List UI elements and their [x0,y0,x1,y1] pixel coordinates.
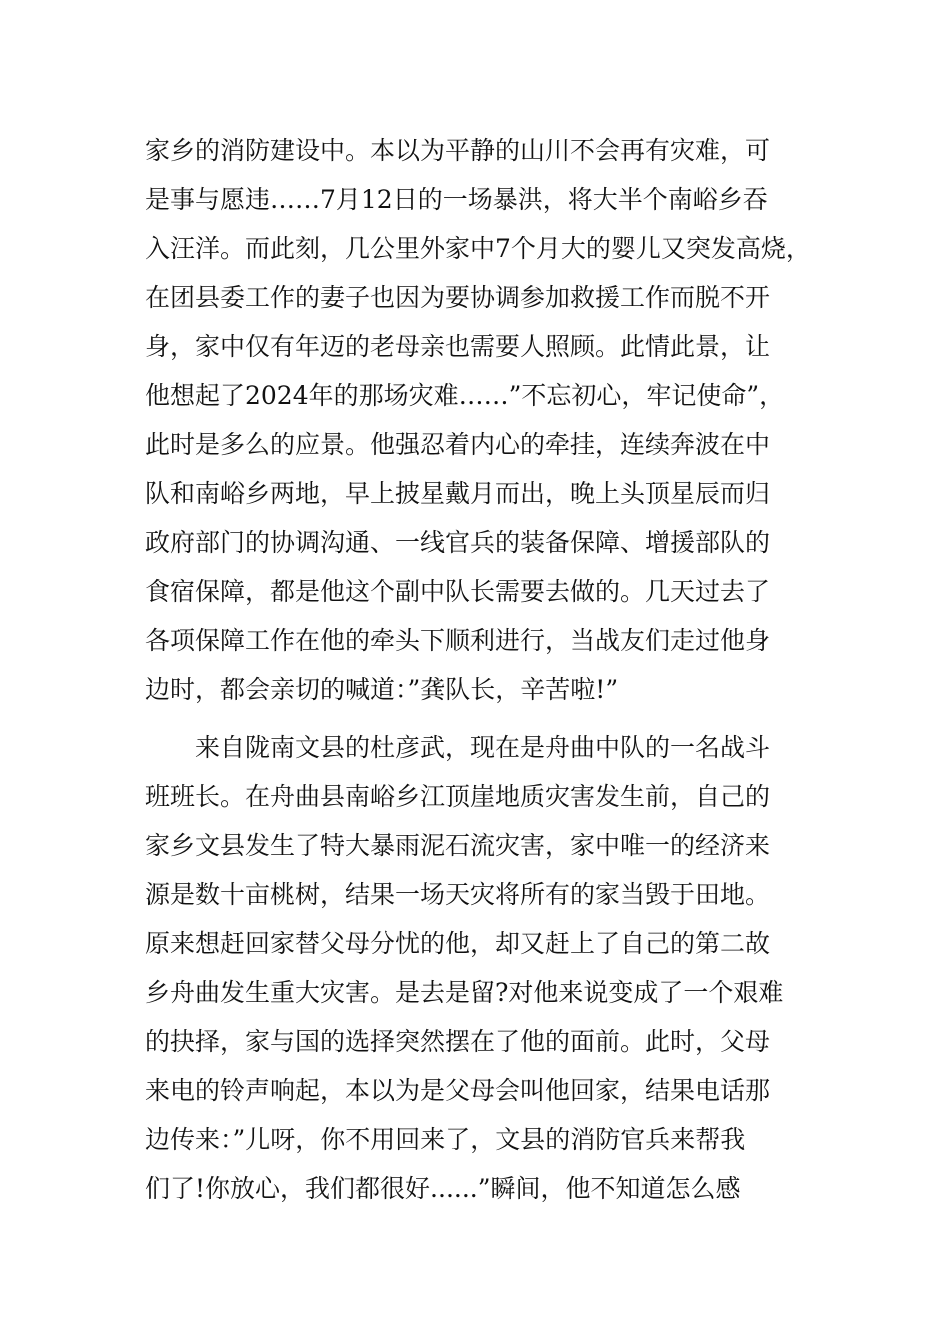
text-line: 各项保障工作在他的牵头下顺利进行，当战友们走过他身 [145,626,771,655]
text-line: 的抉择，家与国的选择突然摆在了他的面前。此时，父母 [145,1027,771,1056]
text-line: 他想起了2024年的那场灾难……”不忘初心，牢记使命”， [145,381,785,410]
text-line: 原来想赶回家替父母分忧的他，却又赶上了自己的第二故 [145,929,771,958]
text-line: 边传来：”儿呀，你不用回来了，文县的消防官兵来帮我 [145,1125,746,1154]
text-line: 班班长。在舟曲县南峪乡江顶崖地质灾害发生前，自己的 [145,782,771,811]
text-line: 家乡的消防建设中。本以为平静的山川不会再有灾难，可 [145,136,771,165]
text-line: 队和南峪乡两地，早上披星戴月而出，晚上头顶星辰而归 [145,479,771,508]
text-line: 家乡文县发生了特大暴雨泥石流灾害，家中唯一的经济来 [145,831,771,860]
text-line: 来电的铃声响起，本以为是父母会叫他回家，结果电话那 [145,1076,771,1105]
text-line: 源是数十亩桃树，结果一场天灾将所有的家当毁于田地。 [145,880,771,909]
text-line: 们了!你放心，我们都很好......”瞬间，他不知道怎么感 [145,1174,741,1203]
text-line: 入汪洋。而此刻，几公里外家中7个月大的婴儿又突发高烧， [145,234,811,263]
text-line: 乡舟曲发生重大灾害。是去是留?对他来说变成了一个艰难 [145,978,784,1007]
text-line: 食宿保障，都是他这个副中队长需要去做的。几天过去了 [145,577,771,606]
text-line: 在团县委工作的妻子也因为要协调参加救援工作而脱不开 [145,283,771,312]
text-line: 此时是多么的应景。他强忍着内心的牵挂，连续奔波在中 [145,430,771,459]
text-line: 边时，都会亲切的喊道：”龚队长，辛苦啦!” [145,675,619,704]
text-line: 身，家中仅有年迈的老母亲也需要人照顾。此情此景，让 [145,332,771,361]
paragraph-start-line: 来自陇南文县的杜彦武，现在是舟曲中队的一名战斗 [195,733,771,762]
text-line: 是事与愿违……7月12日的一场暴洪，将大半个南峪乡吞 [145,185,768,214]
text-line: 政府部门的协调沟通、一线官兵的装备保障、增援部队的 [145,528,771,557]
